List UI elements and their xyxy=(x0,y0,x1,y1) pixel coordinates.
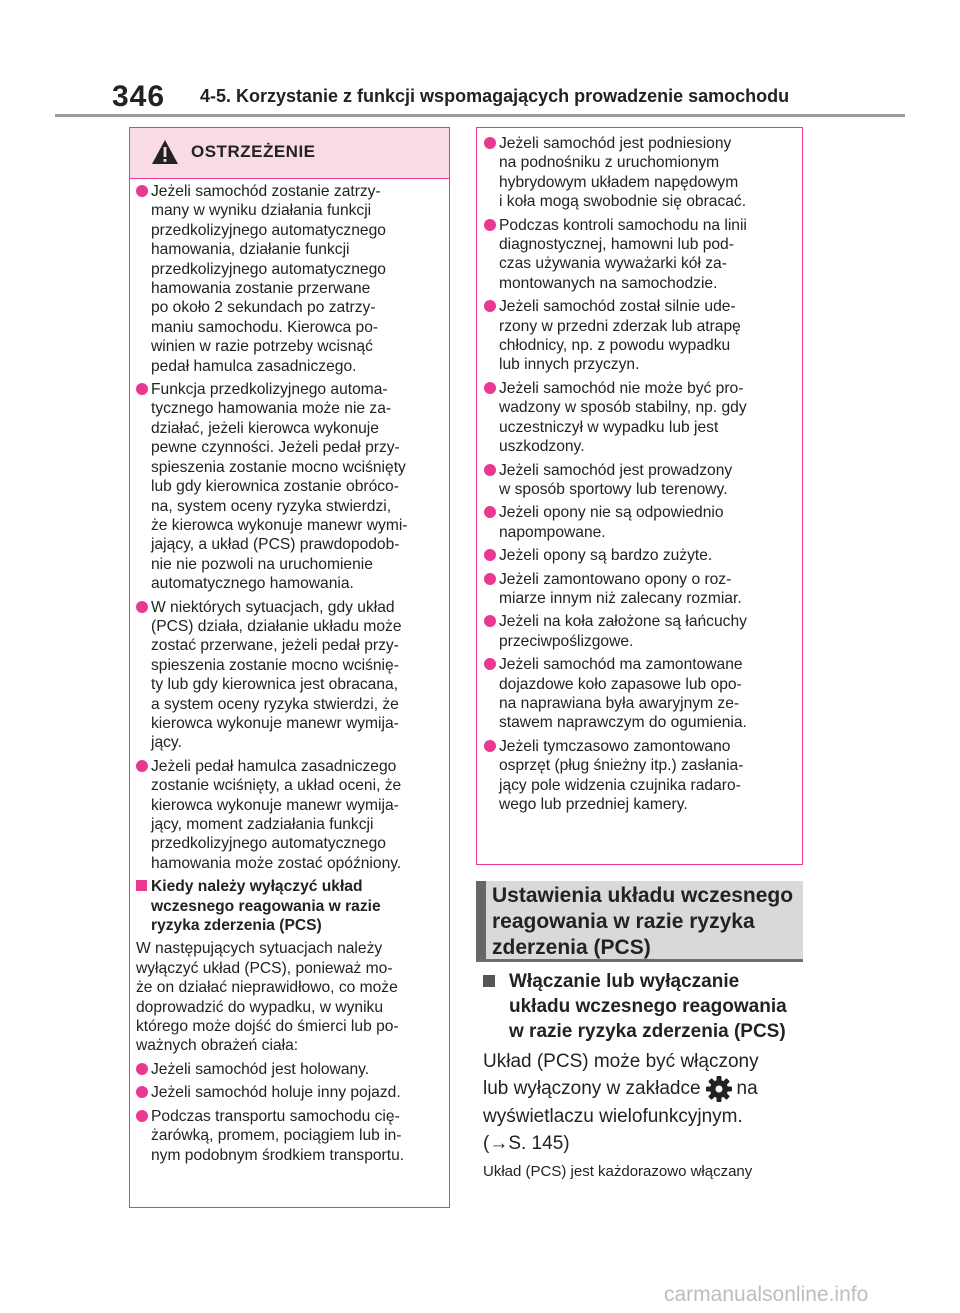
bullet-icon xyxy=(484,300,496,312)
bullet-icon xyxy=(136,760,148,772)
warning-subsection-title: Kiedy należy wyłączyć układ wczesnego reagowania w razie ryzyka zderzenia (PCS) xyxy=(136,877,446,935)
bullet-icon xyxy=(136,383,148,395)
condition-item: Jeżeli samochód jest prowadzony w sposób sportowy lub terenowy. xyxy=(484,461,800,500)
warning-title: OSTRZEŻENIE xyxy=(191,142,316,161)
bullet-icon xyxy=(136,185,148,197)
condition-item: Jeżeli samochód ma zamontowane dojazdowe koło zapasowe lub opo- na naprawiana była awaryjnym ze- stawem naprawczym do ogumienia. xyxy=(484,655,800,733)
warning-sub-item: Jeżeli samochód jest holowany. xyxy=(136,1060,446,1079)
gear-icon xyxy=(705,1075,733,1103)
settings-heading-bar xyxy=(476,881,486,959)
settings-section-heading xyxy=(476,881,803,962)
square-bullet-icon xyxy=(483,975,495,987)
warning-item: W niektórych sytuacjach, gdy układ (PCS) działa, działanie układu może zostać przerwane, jeżeli pedał przy- spieszenia zostanie mocno wciśnię- ty lub gdy kierownica jest obracana, a system oceny ryzyka stwierdzi, że kierowca wykonuje manewr wymija- jący. xyxy=(136,598,446,753)
bullet-icon xyxy=(136,1063,148,1075)
settings-note: Układ (PCS) jest każdorazowo włączany xyxy=(483,1163,753,1180)
settings-section-title: Ustawienia układu wczesnego reagowania w razie ryzyka zderzenia (PCS) xyxy=(492,884,794,959)
bullet-icon xyxy=(484,219,496,231)
condition-item: Podczas kontroli samochodu na linii diagnostycznej, hamowni lub pod- czas używania wyważarki kół za- montowanych na samochodzie. xyxy=(484,216,800,294)
watermark: carmanualsonline.info xyxy=(664,1283,869,1306)
bullet-icon xyxy=(136,1110,148,1122)
condition-item: Jeżeli opony nie są odpowiednio napompowane. xyxy=(484,503,800,542)
warning-item: Funkcja przedkolizyjnego automa- tycznego hamowania może nie za- działać, jeżeli kierowca wykonuje pewne czynności. Jeżeli pedał przy- spieszenia zostanie mocno wciśnięty lub gdy kierownica zostanie obróco- na, system oceny ryzyka stwierdzi, że kierowca wykonuje manewr wymi- jający, a układ (PCS) prawdopodob- nie nie pozwoli na uruchomienie automatycznego hamowania. xyxy=(136,380,446,593)
condition-item: Jeżeli na koła założone są łańcuchy przeciwpoślizgowe. xyxy=(484,612,800,651)
condition-item: Jeżeli samochód jest podniesiony na podnośniku z uruchomionym hybrydowym układem napędowym i koła mogą swobodnie się obracać. xyxy=(484,134,800,212)
bullet-icon xyxy=(484,464,496,476)
bullet-icon xyxy=(484,658,496,670)
settings-body xyxy=(483,1048,805,1157)
warning-header xyxy=(130,128,449,179)
condition-item: Jeżeli samochód nie może być pro- wadzony w sposób stabilny, np. gdy uczestniczył w wypadku lub jest uszkodzony. xyxy=(484,379,800,457)
bullet-icon xyxy=(136,1086,148,1098)
bullet-icon xyxy=(484,506,496,518)
settings-subheading: Włączanie lub wyłączanie układu wczesnego reagowania w razie ryzyka zderzenia (PCS) xyxy=(483,969,803,1044)
warning-content xyxy=(136,182,446,1169)
warning-triangle-icon xyxy=(151,139,179,165)
warning-subsection-intro: W następujących sytuacjach należy wyłączyć układ (PCS), ponieważ mo- że on działać nieprawidłowo, co może doprowadzić do wypadku, w wyniku którego może dojść do śmierci lub po- ważnych obrażeń ciała: xyxy=(136,940,399,1055)
warning-item: Jeżeli pedał hamulca zasadniczego zostanie wciśnięty, a układ oceni, że kierowca wykonuje manewr wymija- jący, moment zadziałania funkcji przedkolizyjnego automatycznego hamowania może zostać opóźniony. xyxy=(136,757,446,873)
warning-sub-item: Jeżeli samochód holuje inny pojazd. xyxy=(136,1083,446,1102)
condition-item: Jeżeli opony są bardzo zużyte. xyxy=(484,546,800,565)
section-title: 4-5. Korzystanie z funkcji wspomagających prowadzenie samochodu xyxy=(200,86,790,106)
page-number: 346 xyxy=(112,80,166,113)
settings-body-part2: na wyświetlaczu wielofunkcyjnym. (→S. 145) xyxy=(483,1078,758,1154)
bullet-icon xyxy=(484,573,496,585)
bullet-icon xyxy=(484,137,496,149)
bullet-icon xyxy=(484,382,496,394)
warning-sub-item: Podczas transportu samochodu cię- żarówką, promem, pociągiem lub in- nym podobnym środkiem transportu. xyxy=(136,1107,446,1165)
bullet-icon xyxy=(136,601,148,613)
warning-continued-content xyxy=(484,134,800,818)
square-bullet-icon xyxy=(136,880,147,891)
bullet-icon xyxy=(484,615,496,627)
header-divider xyxy=(55,114,905,117)
condition-item: Jeżeli tymczasowo zamontowano osprzęt (pług śnieżny itp.) zasłania- jący pole widzenia czujnika radaro- wego lub przedniej kamery. xyxy=(484,737,800,815)
condition-item: Jeżeli samochód został silnie ude- rzony w przedni zderzak lub atrapę chłodnicy, np. z powodu wypadku lub innych przyczyn. xyxy=(484,297,800,375)
settings-body-part1: Układ (PCS) może być włączony lub wyłączony w zakładce xyxy=(483,1051,759,1100)
bullet-icon xyxy=(484,740,496,752)
condition-item: Jeżeli zamontowano opony o roz- miarze innym niż zalecany rozmiar. xyxy=(484,570,800,609)
warning-item: Jeżeli samochód zostanie zatrzy- many w wyniku działania funkcji przedkolizyjnego automatycznego hamowania, działanie funkcji przedkolizyjnego automatycznego hamowania zostanie przerwane po około 2 sekundach po zatrzy- maniu samochodu. Kierowca po- winien w razie potrzeby wcisnąć pedał hamulca zasadniczego. xyxy=(136,182,446,376)
bullet-icon xyxy=(484,549,496,561)
